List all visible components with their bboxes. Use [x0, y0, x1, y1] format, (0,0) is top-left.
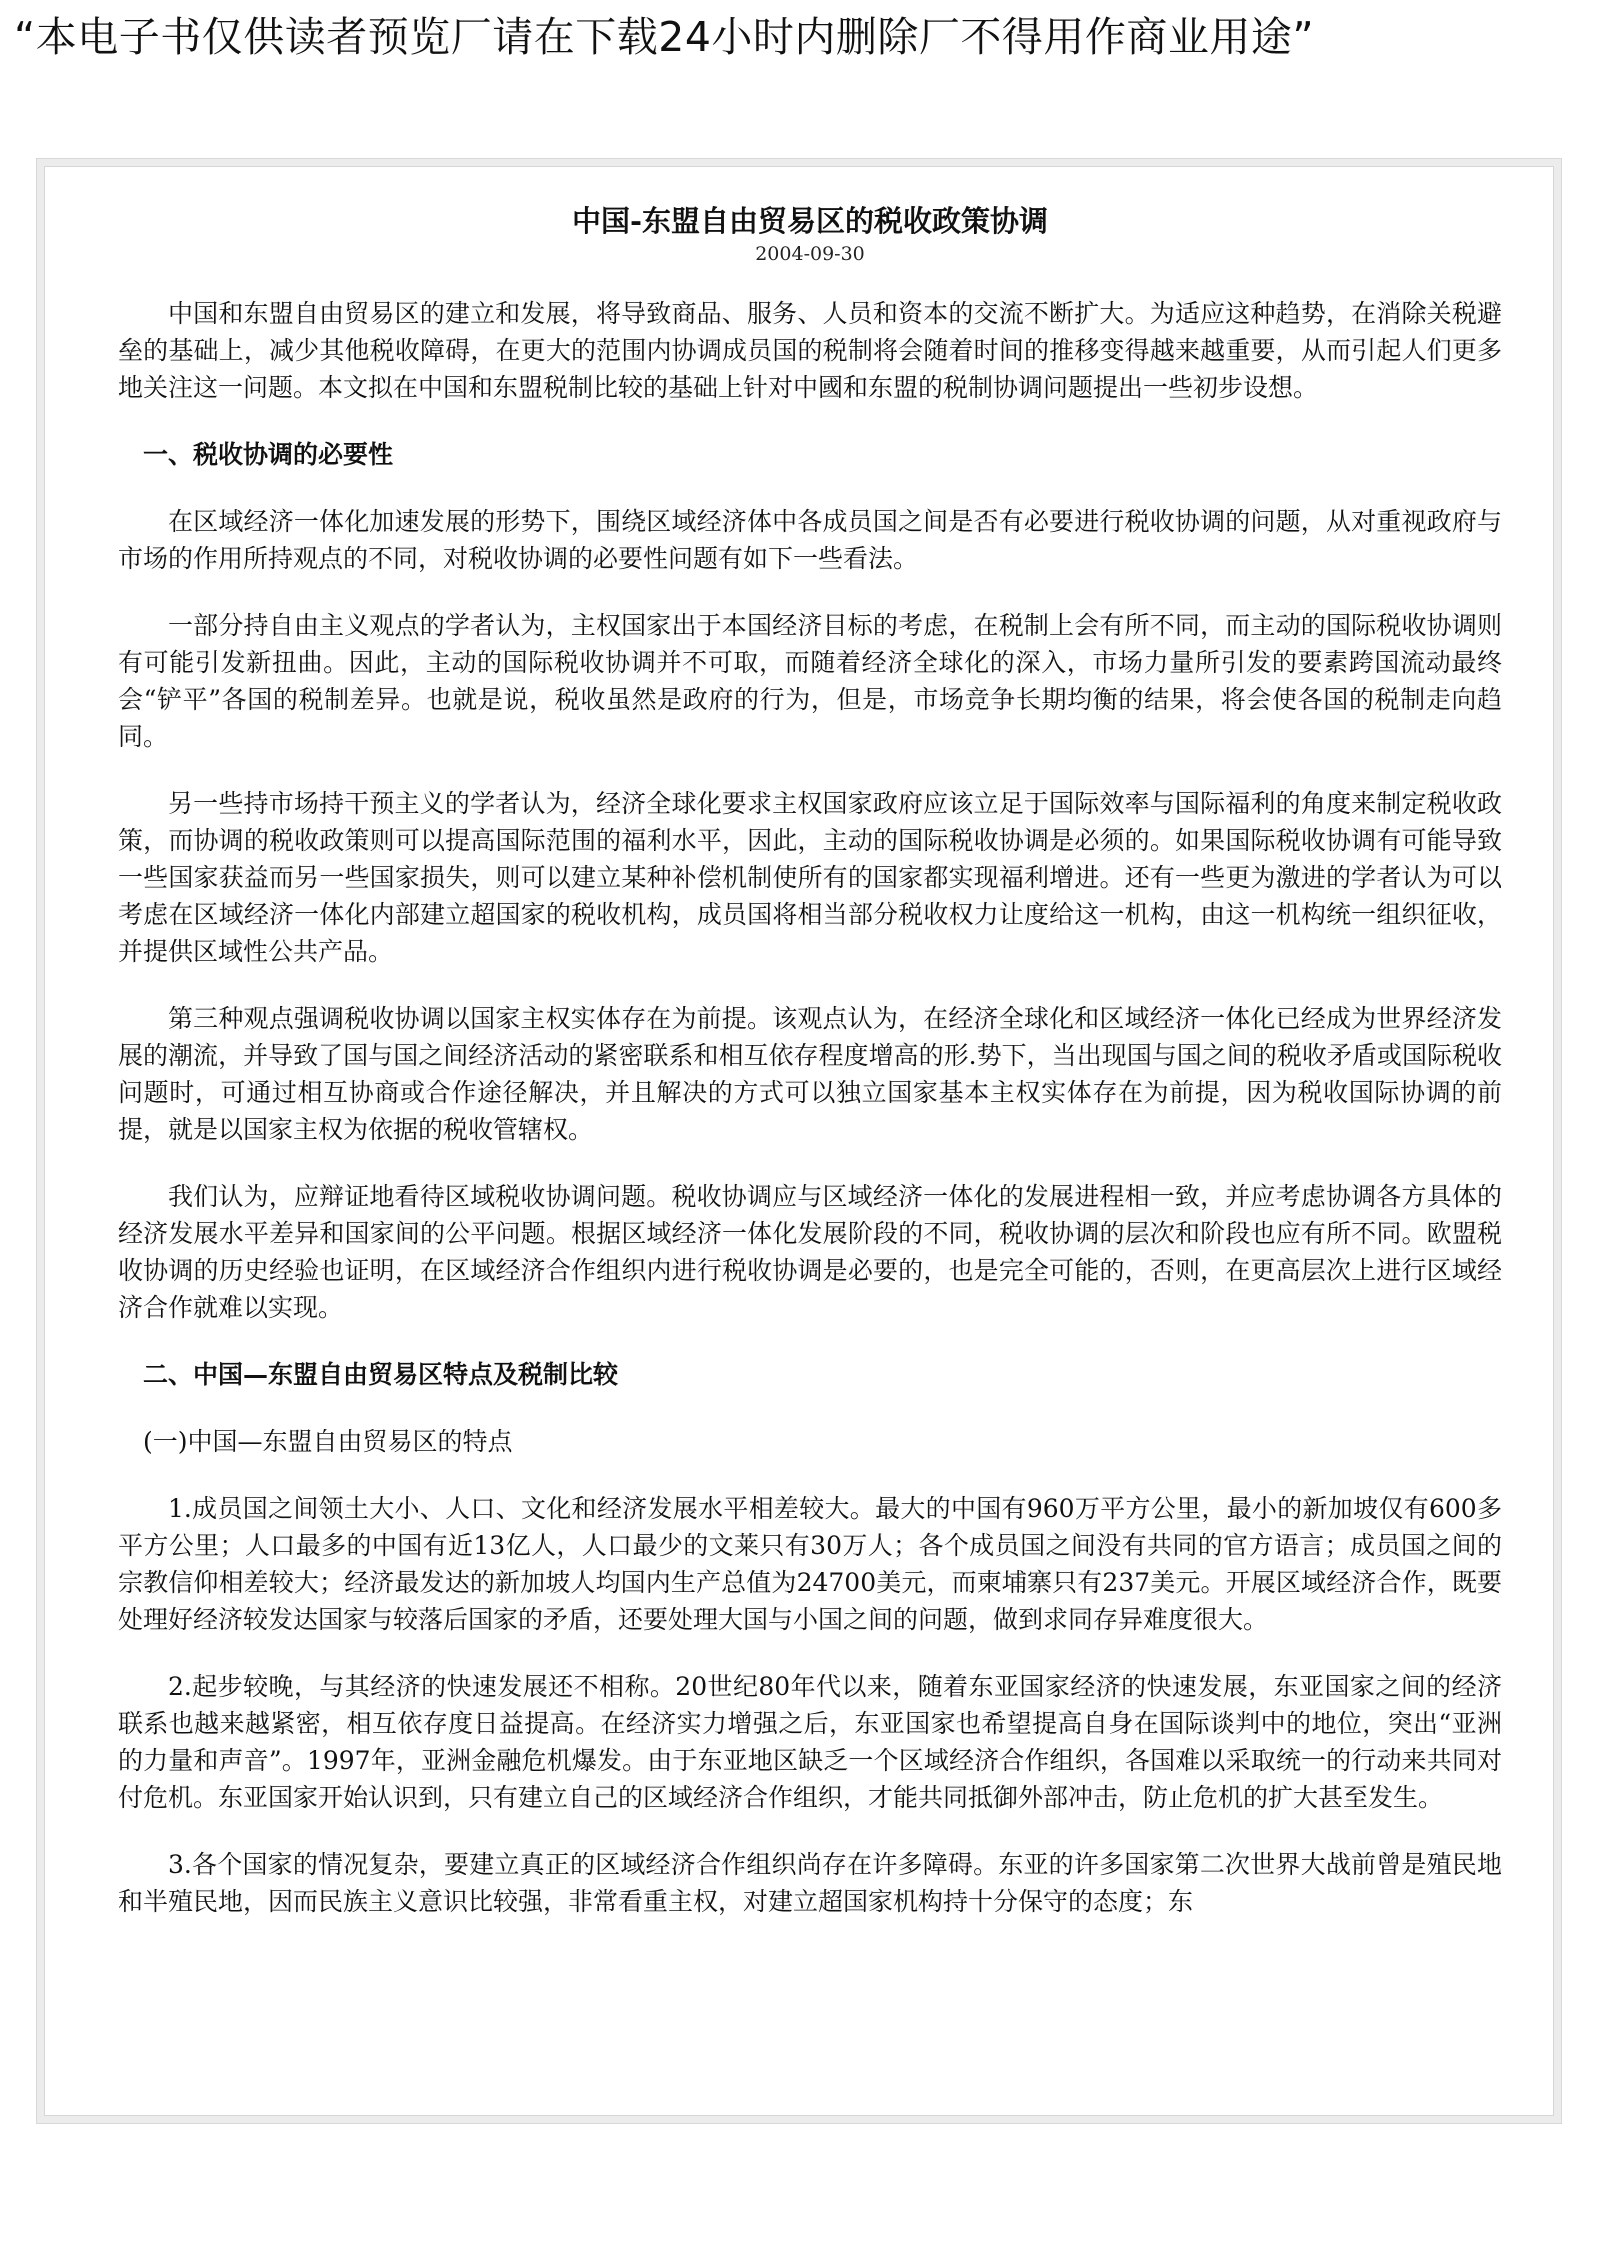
article-paragraph: 我们认为，应辩证地看待区域税收协调问题。税收协调应与区域经济一体化的发展进程相一致，并应考虑协调各方具体的经济发展水平差异和国家间的公平问题。根据区域经济一体化发展阶段的不同，税收协调的层次和阶段也应有所不同。欧盟税收协调的历史经验也证明，在区域经济合作组织内进行税收协调是必要的，也是完全可能的，否则，在更高层次上进行区域经济合作就难以实现。: [118, 1182, 1502, 1322]
article-content: [118, 199, 1502, 1950]
article-title: 中国-东盟自由贸易区的税收政策协调: [571, 204, 1049, 238]
article-paragraph: 3.各个国家的情况复杂，要建立真正的区域经济合作组织尚存在许多障碍。东亚的许多国家第二次世界大战前曾是殖民地和半殖民地，因而民族主义意识比较强，非常看重主权，对建立超国家机构持十分保守的态度；东: [118, 1850, 1502, 1916]
article-frame: [44, 166, 1554, 2116]
download-notice: “本电子书仅供读者预览厂请在下载24小时内删除厂不得用作商业用途”: [14, 13, 1315, 61]
article-paragraph: 1.成员国之间领土大小、人口、文化和经济发展水平相差较大。最大的中国有960万平方公里，最小的新加坡仅有600多平方公里；人口最多的中国有近13亿人，人口最少的文莱只有30万人；各个成员国之间没有共同的官方语言；成员国之间的宗教信仰相差较大；经济最发达的新加坡人均国内生产总值为24700美元，而柬埔寨只有237美元。开展区域经济合作，既要处理好经济较发达国家与较落后国家的矛盾，还要处理大国与小国之间的问题，做到求同存异难度很大。: [118, 1494, 1502, 1634]
article-paragraph: 另一些持市场持干预主义的学者认为，经济全球化要求主权国家政府应该立足于国际效率与国际福利的角度来制定税收政策，而协调的税收政策则可以提高国际范围的福利水平，因此，主动的国际税收协调是必须的。如果国际税收协调有可能导致一些国家获益而另一些国家损失，则可以建立某种补偿机制使所有的国家都实现福利增进。还有一些更为激进的学者认为可以考虑在区域经济一体化内部建立超国家的税收机构，成员国将相当部分税收权力让度给这一机构，由这一机构统一组织征收，并提供区域性公共产品。: [118, 789, 1502, 966]
section-heading: 一、税收协调的必要性: [143, 440, 394, 469]
article-paragraph: 一部分持自由主义观点的学者认为，主权国家出于本国经济目标的考虑，在税制上会有所不同，而主动的国际税收协调则有可能引发新扭曲。因此，主动的国际税收协调并不可取，而随着经济全球化的深入，市场力量所引发的要素跨国流动最终会“铲平”各国的税制差异。也就是说，税收虽然是政府的行为，但是，市场竞争长期均衡的结果，将会使各国的税制走向趋同。: [118, 611, 1502, 751]
subsection-heading: (一)中国—东盟自由贸易区的特点: [143, 1427, 513, 1456]
article-paragraph: 2.起步较晚，与其经济的快速发展还不相称。20世纪80年代以来，随着东亚国家经济的快速发展，东亚国家之间的经济联系也越来越紧密，相互依存度日益提高。在经济实力增强之后，东亚国家也希望提高自身在国际谈判中的地位，突出“亚洲的力量和声音”。1997年，亚洲金融危机爆发。由于东亚地区缺乏一个区域经济合作组织，各国难以采取统一的行动来共同对付危机。东亚国家开始认识到，只有建立自己的区域经济合作组织，才能共同抵御外部冲击，防止危机的扩大甚至发生。: [118, 1672, 1502, 1812]
article-date: 2004-09-30: [755, 243, 865, 265]
article-paragraph: 中国和东盟自由贸易区的建立和发展，将导致商品、服务、人员和资本的交流不断扩大。为适应这种趋势，在消除关税避垒的基础上，减少其他税收障碍，在更大的范围内协调成员国的税制将会随着时间的推移变得越来越重要，从而引起人们更多地关注这一问题。本文拟在中国和东盟税制比较的基础上针对中國和东盟的税制协调问题提出一些初步设想。: [118, 299, 1502, 402]
article-paragraph: 在区域经济一体化加速发展的形势下，围绕区域经济体中各成员国之间是否有必要进行税收协调的问题，从对重视政府与市场的作用所持观点的不同，对税收协调的必要性问题有如下一些看法。: [118, 507, 1502, 573]
article-paragraph: 第三种观点强调税收协调以国家主权实体存在为前提。该观点认为，在经济全球化和区域经济一体化已经成为世界经济发展的潮流，并导致了国与国之间经济活动的紧密联系和相互依存程度增高的形.势下，当出现国与国之间的税收矛盾或国际税收问题时，可通过相互协商或合作途径解决，并且解决的方式可以独立国家基本主权实体存在为前提，因为税收国际协调的前提，就是以国家主权为依据的税收管辖权。: [118, 1004, 1502, 1144]
section-heading: 二、中国—东盟自由贸易区特点及税制比较: [143, 1360, 619, 1389]
